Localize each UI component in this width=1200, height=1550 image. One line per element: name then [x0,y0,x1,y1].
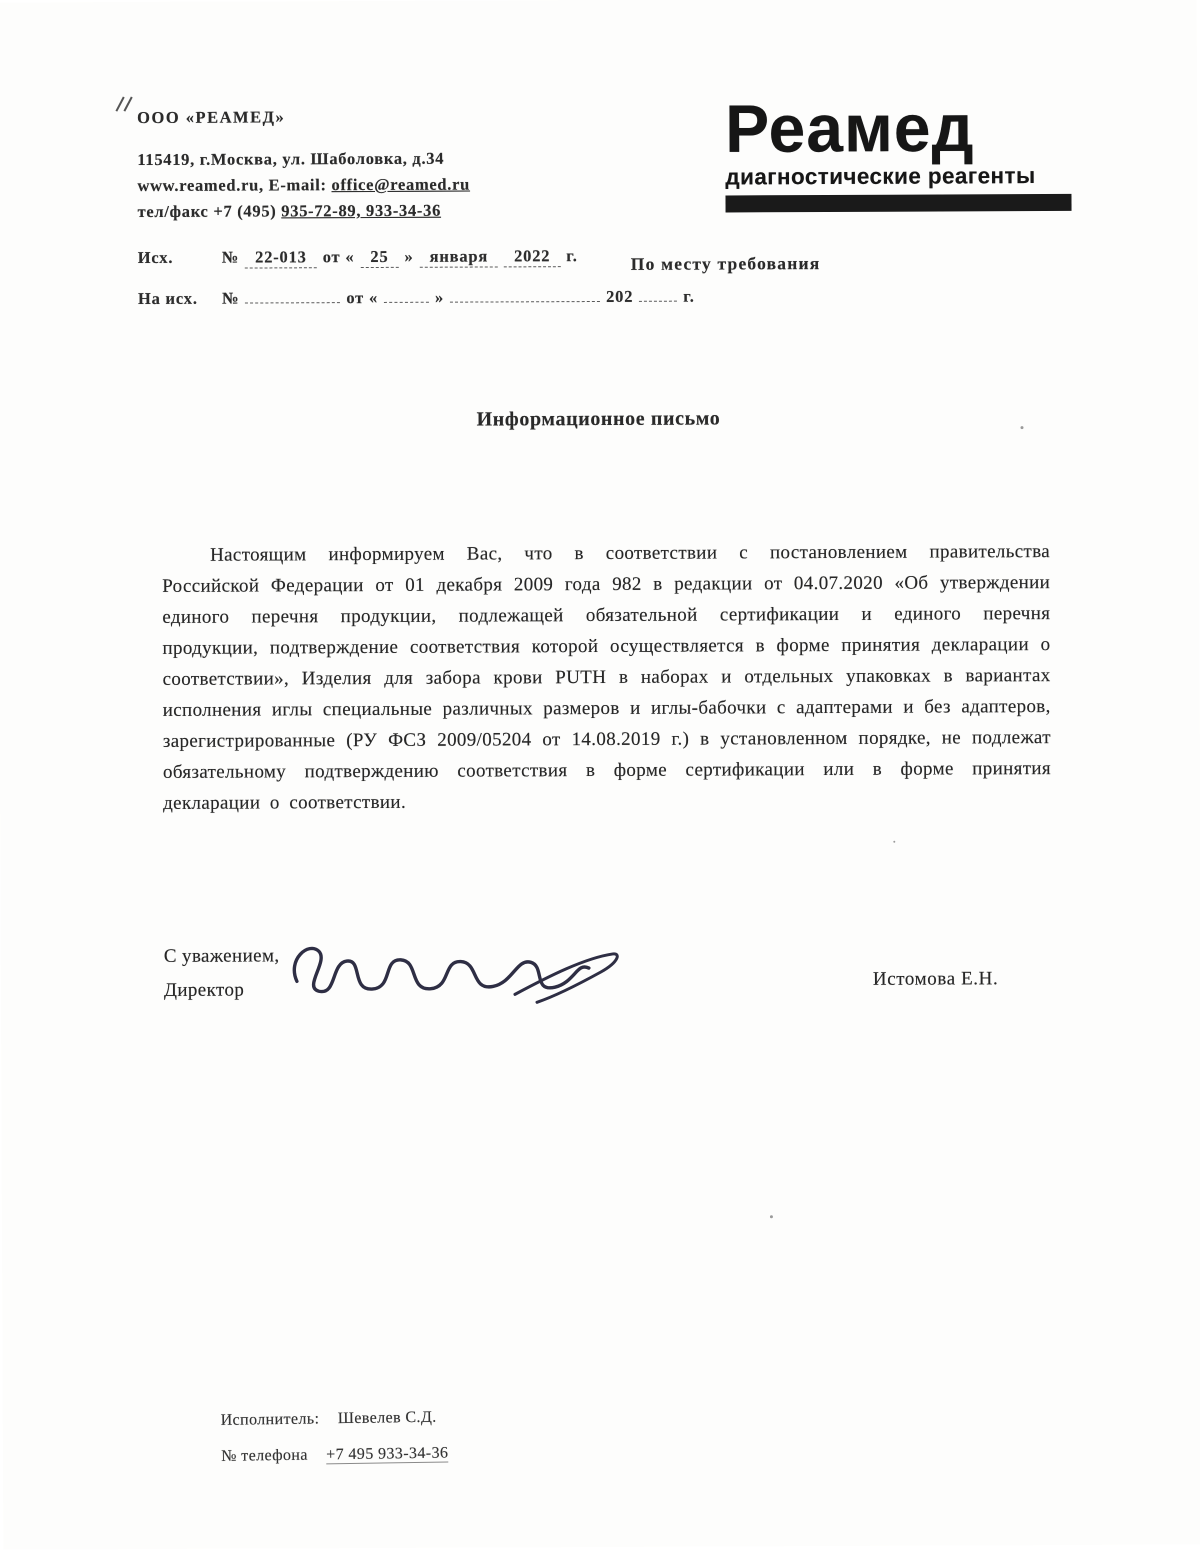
footer-phone-line [221,1435,463,1475]
letterhead [137,104,470,225]
outgoing-no-sign: № [221,247,240,267]
logo-tagline: диагностические реагенты [725,163,1036,190]
incoming-year-blank [639,285,677,302]
body-paragraph: Настоящим информируем Вас, что в соответствии с постановлением правительства Российской Федерации от 01 декабря 2009 года 982 в редакции от 04.07.2020 «Об утверждении единого перечня продукции, подлежащей обязательной сертификации и единого перечня продукции, подтверждение соответствия которой осуществляется в форме принятия декларации о соответствии», Изделия для забора крови PUTH в наборах и отдельных упаковках в вариантах исполнения иглы специальные различных размеров и иглы-бабочки с адаптерами и без адаптеров, зарегистрированные (РУ ФСЗ 2009/05204 от 14.08.2019 г.) в установленном порядке, не подлежат обязательному подтверждению соответствия в форме сертификации или в форме принятия декларации о соответствии. [162,541,1052,814]
outgoing-month: января [420,246,499,267]
incoming-year-prefix: 202 [606,286,634,306]
phone-numbers: 935-72-89, 933-34-36 [281,200,442,221]
outgoing-ref-line [138,246,701,269]
footer-phone-label: № телефона [221,1446,308,1465]
outgoing-close-quote: » [404,246,414,266]
outgoing-day: 25 [360,247,398,268]
footer-phone-number: +7 495 933-34-36 [326,1444,449,1464]
incoming-ref-line [138,285,701,309]
incoming-number-blank [245,286,340,303]
handwritten-signature [269,928,639,1020]
scan-speck [770,1215,773,1218]
executor-name: Шевелев С.Д. [337,1408,437,1428]
web-label: www.reamed.ru, E-mail: [137,175,327,196]
outgoing-year: 2022 [504,246,560,267]
outgoing-year-suffix: г. [566,246,578,266]
executor-label: Исполнитель: [220,1410,320,1429]
incoming-day-blank [384,286,429,303]
closing-line: С уважением, [163,945,280,967]
company-email: office@reamed.ru [331,174,471,195]
company-web-line [137,172,470,199]
outgoing-number: 22-013 [245,247,317,268]
document-title: Информационное письмо [476,407,721,431]
signer-name: Истомова Е.Н. [872,968,999,990]
outgoing-from: от « [322,247,355,267]
recipient-line: По месту требования [630,253,821,274]
company-logo [725,89,1072,213]
executor-line [220,1399,462,1439]
incoming-from: от « [346,287,379,307]
phone-label: тел/факс +7 (495) [137,201,277,222]
logo-bar [725,194,1071,213]
scan-speck [893,841,895,843]
incoming-label: На исх. [137,288,198,308]
signer-position: Директор [163,979,245,1001]
company-phone-line [137,198,470,225]
company-name: ООО «РЕАМЕД» [137,107,286,128]
incoming-close-quote: » [434,287,445,307]
incoming-no-sign: № [221,288,240,308]
footer-block [220,1399,462,1475]
outgoing-label: Исх. [137,247,174,268]
reference-block [138,246,701,327]
company-address: 115419, г.Москва, ул. Шаболовка, д.34 [137,148,445,170]
incoming-month-blank [450,285,600,302]
logo-wordmark: Реамед [725,89,975,167]
incoming-year-suffix: г. [683,286,695,306]
signature-icon [269,928,639,1020]
